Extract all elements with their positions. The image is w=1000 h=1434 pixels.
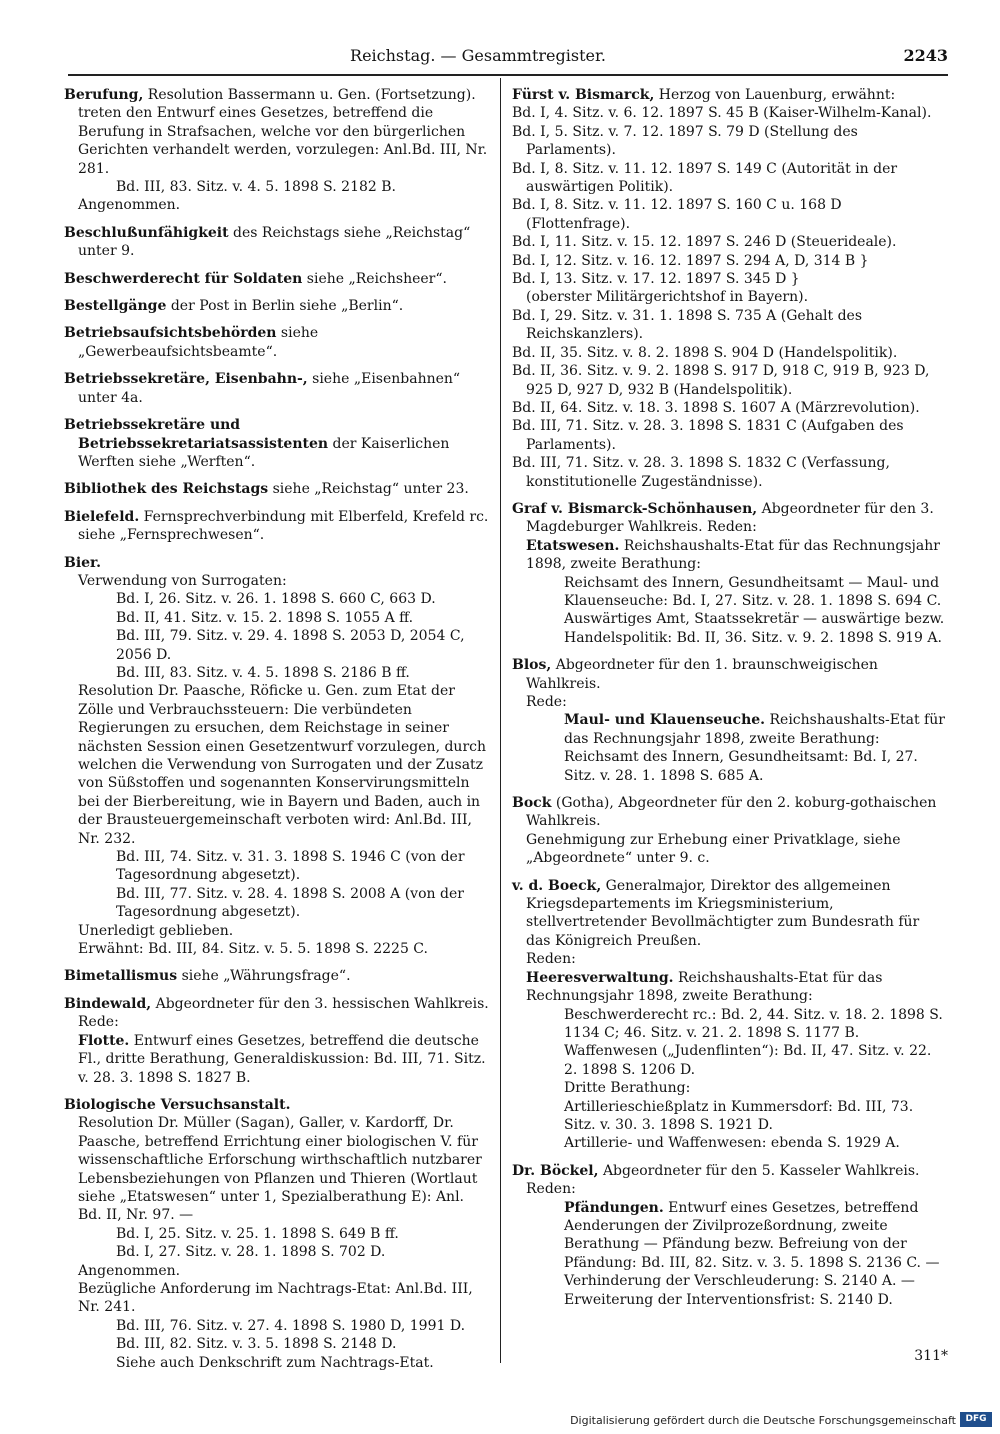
index-entry <box>64 324 490 361</box>
topic-heading: Heeresverwaltung. <box>526 969 674 986</box>
entry-text: treten den Entwurf eines Gesetzes, betreffend die Berufung in Strafsachen, welche vor den bürgerlichen Gerichten verhandelt werden, vorzulegen: Anl.Bd. III, Nr. 281. <box>78 105 488 177</box>
entry-heading: Berufung, <box>64 87 144 103</box>
reference-line: Waffenwesen („Judenflinten“): Bd. II, 47. Sitz. v. 22. 2. 1898 S. 1206 D. <box>564 1043 932 1078</box>
reference-line: Bd. I, 4. Sitz. v. 6. 12. 1897 S. 45 B (Kaiser-Wilhelm-Kanal). <box>512 105 932 122</box>
topic-heading: Maul- und Klauenseuche. <box>564 712 766 729</box>
entry-subheading: Verwendung von Surrogaten: <box>78 572 287 589</box>
reference-line: Bd. I, 8. Sitz. v. 11. 12. 1897 S. 149 C (Autorität in der auswärtigen Politik). <box>512 160 898 196</box>
page-number: 2243 <box>903 46 948 65</box>
entry-note: Erwähnt: Bd. III, 84. Sitz. v. 5. 5. 1898 S. 2225 C. <box>78 941 428 958</box>
entry-heading: Fürst v. Bismarck, <box>512 87 655 103</box>
entry-subheading: Genehmigung zur Erhebung einer Privatklage, siehe „Abgeordnete“ unter 9. c. <box>526 831 901 867</box>
reference-line: Bd. II, 41. Sitz. v. 15. 2. 1898 S. 1055 A ff. <box>116 609 414 626</box>
entry-text: siehe „Eisenbahnen“ unter 4a. <box>78 371 461 406</box>
entry-text: Fernsprechverbindung mit Elberfeld, Krefeld rc. siehe „Fernsprechwesen“. <box>78 508 489 544</box>
reference-line: Bd. I, 25. Sitz. v. 25. 1. 1898 S. 649 B ff. <box>116 1225 399 1242</box>
index-entry <box>512 1162 948 1309</box>
entry-heading: Bibliothek des Reichstags <box>64 481 269 498</box>
resolution-text: Bezügliche Anforderung im Nachtrags-Etat: Anl.Bd. III, Nr. 241. <box>78 1280 473 1316</box>
entry-text: Herzog von Lauenburg, erwähnt: <box>658 87 896 103</box>
resolution-text: Resolution Dr. Paasche, Röficke u. Gen. zum Etat der Zölle und Verbrauchssteuern: Die verbündeten Regierungen zu ersuchen, dem Reichstage in seiner nächsten Session einen Gesetzentwurf vorzulegen, durch welchen die Verwendung von Surrogaten und der Zusatz von Süßstoffen und sogenannten Konservirungsmitteln bei der Bierbereitung, wie in Bayern und Baden, auch in der Brausteuergemeinschaft verboten wird: Anl.Bd. III, Nr. 232. <box>78 683 487 847</box>
entry-text: siehe „Währungsfrage“. <box>181 968 351 985</box>
index-entry <box>64 967 490 985</box>
page-footer <box>0 1410 1000 1432</box>
reference-line: Bd. III, 77. Sitz. v. 28. 4. 1898 S. 2008 A (von der Tagesordnung abgesetzt). <box>116 885 464 921</box>
entry-text: siehe „Reichsheer“. <box>306 270 447 287</box>
entry-heading: Graf v. Bismarck-Schönhausen, <box>512 500 758 517</box>
entry-heading: Bimetallismus <box>64 968 178 985</box>
entry-subheading: Reden: <box>526 1181 576 1198</box>
index-entry <box>64 1096 490 1372</box>
reference-line: Bd. I, 13. Sitz. v. 17. 12. 1897 S. 345 D } <box>512 271 800 288</box>
reference-line: Bd. II, 35. Sitz. v. 8. 2. 1898 S. 904 D (Handelspolitik). <box>512 344 898 361</box>
entry-heading: Betriebssekretäre und Betriebssekretariatsassistenten <box>64 417 329 452</box>
reference-line: Bd. III, 82. Sitz. v. 3. 5. 1898 S. 2148 D. <box>116 1336 397 1353</box>
index-entry <box>512 656 948 785</box>
reference-line: Bd. II, 36. Sitz. v. 9. 2. 1898 S. 917 D, 918 C, 919 B, 923 D, 925 D, 927 D, 932 B (Handelspolitik). <box>512 363 930 398</box>
reference-line: Bd. I, 11. Sitz. v. 15. 12. 1897 S. 246 D (Steuerideale). <box>512 234 897 251</box>
entry-text: Generalmajor, Direktor des allgemeinen Kriegsdepartements im Kriegsministerium, stellvertretender Bevollmächtigter zum Bundesrath für das Königreich Preußen. <box>526 877 920 949</box>
reference-line: Artillerieschießplatz in Kummersdorf: Bd. III, 73. Sitz. v. 30. 3. 1898 S. 1921 D. <box>564 1098 914 1133</box>
entry-text: siehe „Gewerbeaufsichtsbeamte“. <box>78 325 319 360</box>
entry-heading: Bindewald, <box>64 995 152 1012</box>
reference-line: Bd. I, 12. Sitz. v. 16. 12. 1897 S. 294 A, D, 314 B } <box>512 252 869 269</box>
entry-text: des Reichstags siehe „Reichstag“ unter 9. <box>78 224 471 260</box>
reference-line: Auswärtiges Amt, Staatssekretär — auswärtige bezw. Handelspolitik: Bd. II, 36. Sitz. v. 9. 2. 1898 S. 919 A. <box>564 611 945 646</box>
entry-text: Abgeordneter für den 3. hessischen Wahlkreis. <box>155 995 489 1012</box>
entry-heading: Beschlußunfähigkeit <box>64 224 229 241</box>
resolution-text: Resolution Dr. Müller (Sagan), Galler, v. Kardorff, Dr. Paasche, betreffend Errichtung einer biologischen V. für wissenschaftliche Erforschung wirthschaftlich nutzbarer Lebensbeziehungen von Pflanzen und Thieren (Wortlaut siehe „Etatswesen“ unter 1, Spezialberathung E): Anl. Bd. II, Nr. 97. — <box>78 1115 482 1224</box>
topic-heading: Flotte. <box>78 1032 130 1049</box>
index-entry <box>64 995 490 1087</box>
running-title: Reichstag. — Gesammtregister. <box>350 46 606 65</box>
reference-line: Bd. I, 5. Sitz. v. 7. 12. 1897 S. 79 D (Stellung des Parlaments). <box>512 123 858 159</box>
entry-heading: v. d. Boeck, <box>512 877 602 894</box>
index-entry <box>64 270 490 288</box>
dfg-logo-icon: DFG <box>960 1412 992 1427</box>
topic-text: Reichshaushalts-Etat für das Rechnungsjahr 1898, zweite Berathung: <box>526 969 883 1005</box>
topic-heading: Pfändungen. <box>564 1199 664 1216</box>
reference-line: Bd. I, 27. Sitz. v. 28. 1. 1898 S. 702 D. <box>116 1244 386 1261</box>
reference-line: Siehe auch Denkschrift zum Nachtrags-Etat. <box>116 1354 434 1371</box>
reference-line: Bd. III, 83. Sitz. v. 4. 5. 1898 S. 2186 B ff. <box>116 664 410 681</box>
entry-heading: Betriebsaufsichtsbehörden <box>64 325 277 342</box>
entry-text: Abgeordneter für den 3. Magdeburger Wahlkreis. Reden: <box>526 500 934 536</box>
topic-text: Reichshaushalts-Etat für das Rechnungsjahr 1898, zweite Berathung: Reichsamt des Innern, Gesundheitsamt: Bd. I, 27. Sitz. v. 28. 1. 1898 S. 685 A. <box>564 712 945 784</box>
entry-subheading: Dritte Berathung: <box>564 1080 691 1097</box>
column-divider <box>500 78 501 1363</box>
reference-line: Bd. III, 71. Sitz. v. 28. 3. 1898 S. 1831 C (Aufgaben des Parlaments). <box>512 418 904 453</box>
topic-heading: Etatswesen. <box>526 537 620 554</box>
index-entry <box>64 416 490 471</box>
topic-text: Entwurf eines Gesetzes, betreffend die deutsche Fl., dritte Berathung, Generaldiskussion: Bd. III, 71. Sitz. v. 28. 3. 1898 S. 1827 B. <box>78 1032 486 1086</box>
index-entry <box>512 877 948 1153</box>
reference-line: Bd. III, 79. Sitz. v. 29. 4. 1898 S. 2053 D, 2054 C, 2056 D. <box>116 628 465 663</box>
reference-line: Artillerie- und Waffenwesen: ebenda S. 1929 A. <box>564 1135 900 1152</box>
header-rule <box>68 74 948 76</box>
reference-line: Bd. III, 76. Sitz. v. 27. 4. 1898 S. 1980 D, 1991 D. <box>116 1317 466 1334</box>
reference-line: Bd. III, 71. Sitz. v. 28. 3. 1898 S. 1832 C (Verfassung, konstitutionelle Zugeständnisse). <box>512 455 890 490</box>
index-entry <box>512 500 948 647</box>
entry-heading: Biologische Versuchsanstalt. <box>64 1096 291 1113</box>
reference-line: Bd. I, 8. Sitz. v. 11. 12. 1897 S. 160 C u. 168 D (Flottenfrage). <box>512 197 842 232</box>
footer-credit: Digitalisierung gefördert durch die Deutsche Forschungsgemeinschaft <box>570 1414 956 1427</box>
entry-subheading: Rede: <box>526 694 567 710</box>
reference-line: Bd. II, 64. Sitz. v. 18. 3. 1898 S. 1607 A (Märzrevolution). <box>512 399 920 416</box>
entry-note: Unerledigt geblieben. <box>78 922 234 939</box>
entry-text: Abgeordneter für den 1. braunschweigischen Wahlkreis. <box>526 657 878 692</box>
reference-line: Bd. I, 26. Sitz. v. 26. 1. 1898 S. 660 C, 663 D. <box>116 591 436 608</box>
index-entry <box>64 86 490 215</box>
reference-line: Bd. III, 74. Sitz. v. 31. 3. 1898 S. 1946 C (von der Tagesordnung abgesetzt). <box>116 849 465 884</box>
entry-subheading: Rede: <box>78 1014 119 1031</box>
reference-line: Reichsamt des Innern, Gesundheitsamt — Maul- und Klauenseuche: Bd. I, 27. Sitz. v. 28. 1. 1898 S. 694 C. <box>564 574 942 609</box>
index-entry <box>64 297 490 315</box>
entry-heading: Betriebssekretäre, Eisenbahn-, <box>64 371 308 388</box>
signature-mark: 311* <box>914 1348 948 1364</box>
reference-line: Bd. I, 29. Sitz. v. 31. 1. 1898 S. 735 A (Gehalt des Reichskanzlers). <box>512 307 863 343</box>
right-column <box>512 86 948 1318</box>
topic-text: Reichshaushalts-Etat für das Rechnungsjahr 1898, zweite Berathung: <box>526 537 940 573</box>
entry-heading: Bier. <box>64 554 102 571</box>
index-entry <box>64 508 490 545</box>
entry-text: (Gotha), Abgeordneter für den 2. koburg-gothaischen Wahlkreis. <box>526 795 937 830</box>
reference-line: Bd. III, 83. Sitz. v. 4. 5. 1898 S. 2182 B. <box>116 179 396 196</box>
index-entry <box>64 370 490 407</box>
index-entry <box>64 224 490 261</box>
index-entry <box>64 554 490 959</box>
entry-heading: Dr. Böckel, <box>512 1162 599 1179</box>
entry-note: Angenommen. <box>78 197 181 214</box>
index-entry <box>64 480 490 498</box>
entry-heading: Bestellgänge <box>64 298 167 315</box>
page-header <box>68 46 948 72</box>
index-entry <box>512 86 948 491</box>
entry-subheading: Reden: <box>526 951 576 968</box>
entry-text: der Post in Berlin siehe „Berlin“. <box>170 298 404 315</box>
reference-line: (oberster Militärgerichtshof in Bayern). <box>526 289 809 306</box>
entry-heading: Bock <box>512 795 552 812</box>
entry-text: Abgeordneter für den 5. Kasseler Wahlkreis. <box>602 1162 920 1179</box>
entry-text: Resolution Bassermann u. Gen. (Fortsetzung). <box>147 87 476 103</box>
entry-text: der Kaiserlichen Werften siehe „Werften“. <box>78 435 450 470</box>
entry-note: Angenommen. <box>78 1262 181 1279</box>
entry-heading: Blos, <box>512 657 552 674</box>
reference-line: Beschwerderecht rc.: Bd. 2, 44. Sitz. v. 18. 2. 1898 S. 1134 C; 46. Sitz. v. 21. 2. 1898 S. 1177 B. <box>564 1006 943 1041</box>
entry-heading: Beschwerderecht für Soldaten <box>64 270 303 287</box>
entry-heading: Bielefeld. <box>64 508 140 525</box>
topic-text: Entwurf eines Gesetzes, betreffend Aenderungen der Zivilprozeßordnung, zweite Berathung — Pfändung bezw. Befreiung von der Pfändung: Bd. III, 82. Sitz. v. 3. 5. 1898 S. 2136 C. — Verhinderung der Verschleuderung: S. 2140 A. — Erweiterung der Interventionsfrist: S. 2140 D. <box>564 1199 940 1308</box>
index-entry <box>512 794 948 868</box>
left-column <box>64 86 490 1381</box>
entry-text: siehe „Reichstag“ unter 23. <box>272 481 469 498</box>
